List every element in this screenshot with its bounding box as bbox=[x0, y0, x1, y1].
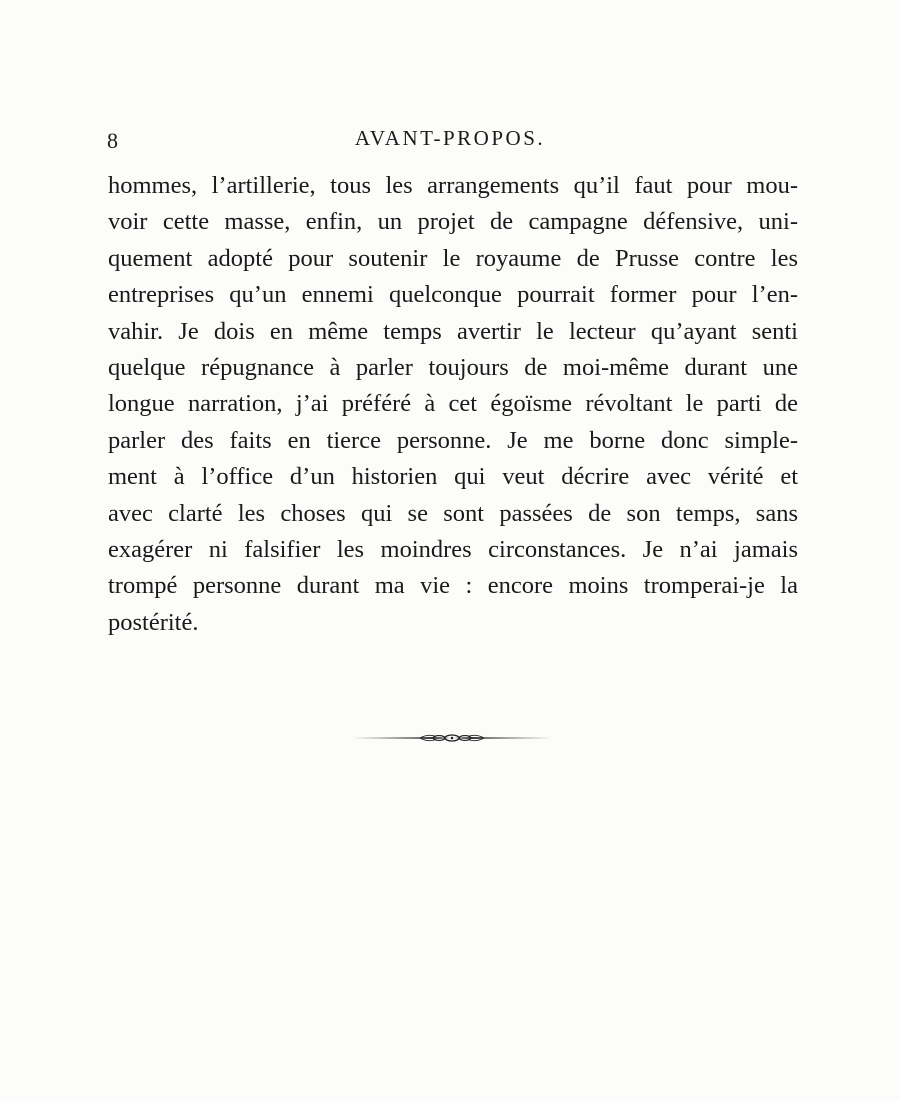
text-line: postérité. bbox=[108, 608, 199, 636]
tailpiece-ornament-icon bbox=[350, 730, 554, 746]
text-line: quement adopté pour soutenir le royaume de Prusse contre les bbox=[108, 244, 798, 272]
text-line: entreprises qu’un ennemi quelconque pourrait former pour l’en- bbox=[108, 281, 798, 309]
text-line: hommes, l’artillerie, tous les arrangements qu’il faut pour mou- bbox=[108, 172, 798, 199]
page-number: 8 bbox=[107, 128, 118, 153]
text-line: trompé personne durant ma vie : encore moins tromperai-je la bbox=[108, 572, 798, 600]
text-line: quelque répugnance à parler toujours de moi-même durant une bbox=[108, 354, 798, 382]
text-line: vahir. Je dois en même temps avertir le lecteur qu’ayant senti bbox=[108, 317, 798, 345]
text-line: voir cette masse, enfin, un projet de campagne défensive, uni- bbox=[108, 208, 798, 236]
text-line: parler des faits en tierce personne. Je me borne donc simple- bbox=[108, 426, 798, 454]
running-head: AVANT-PROPOS. bbox=[354, 126, 546, 150]
text-line: avec clarté les choses qui se sont passées de son temps, sans bbox=[108, 499, 798, 527]
text-line: ment à l’office d’un historien qui veut décrire avec vérité et bbox=[108, 463, 798, 491]
text-line: longue narration, j’ai préféré à cet égoïsme révoltant le parti de bbox=[108, 390, 798, 418]
text-line: exagérer ni falsifier les moindres circonstances. Je n’ai jamais bbox=[108, 536, 798, 564]
body-text bbox=[108, 168, 798, 641]
